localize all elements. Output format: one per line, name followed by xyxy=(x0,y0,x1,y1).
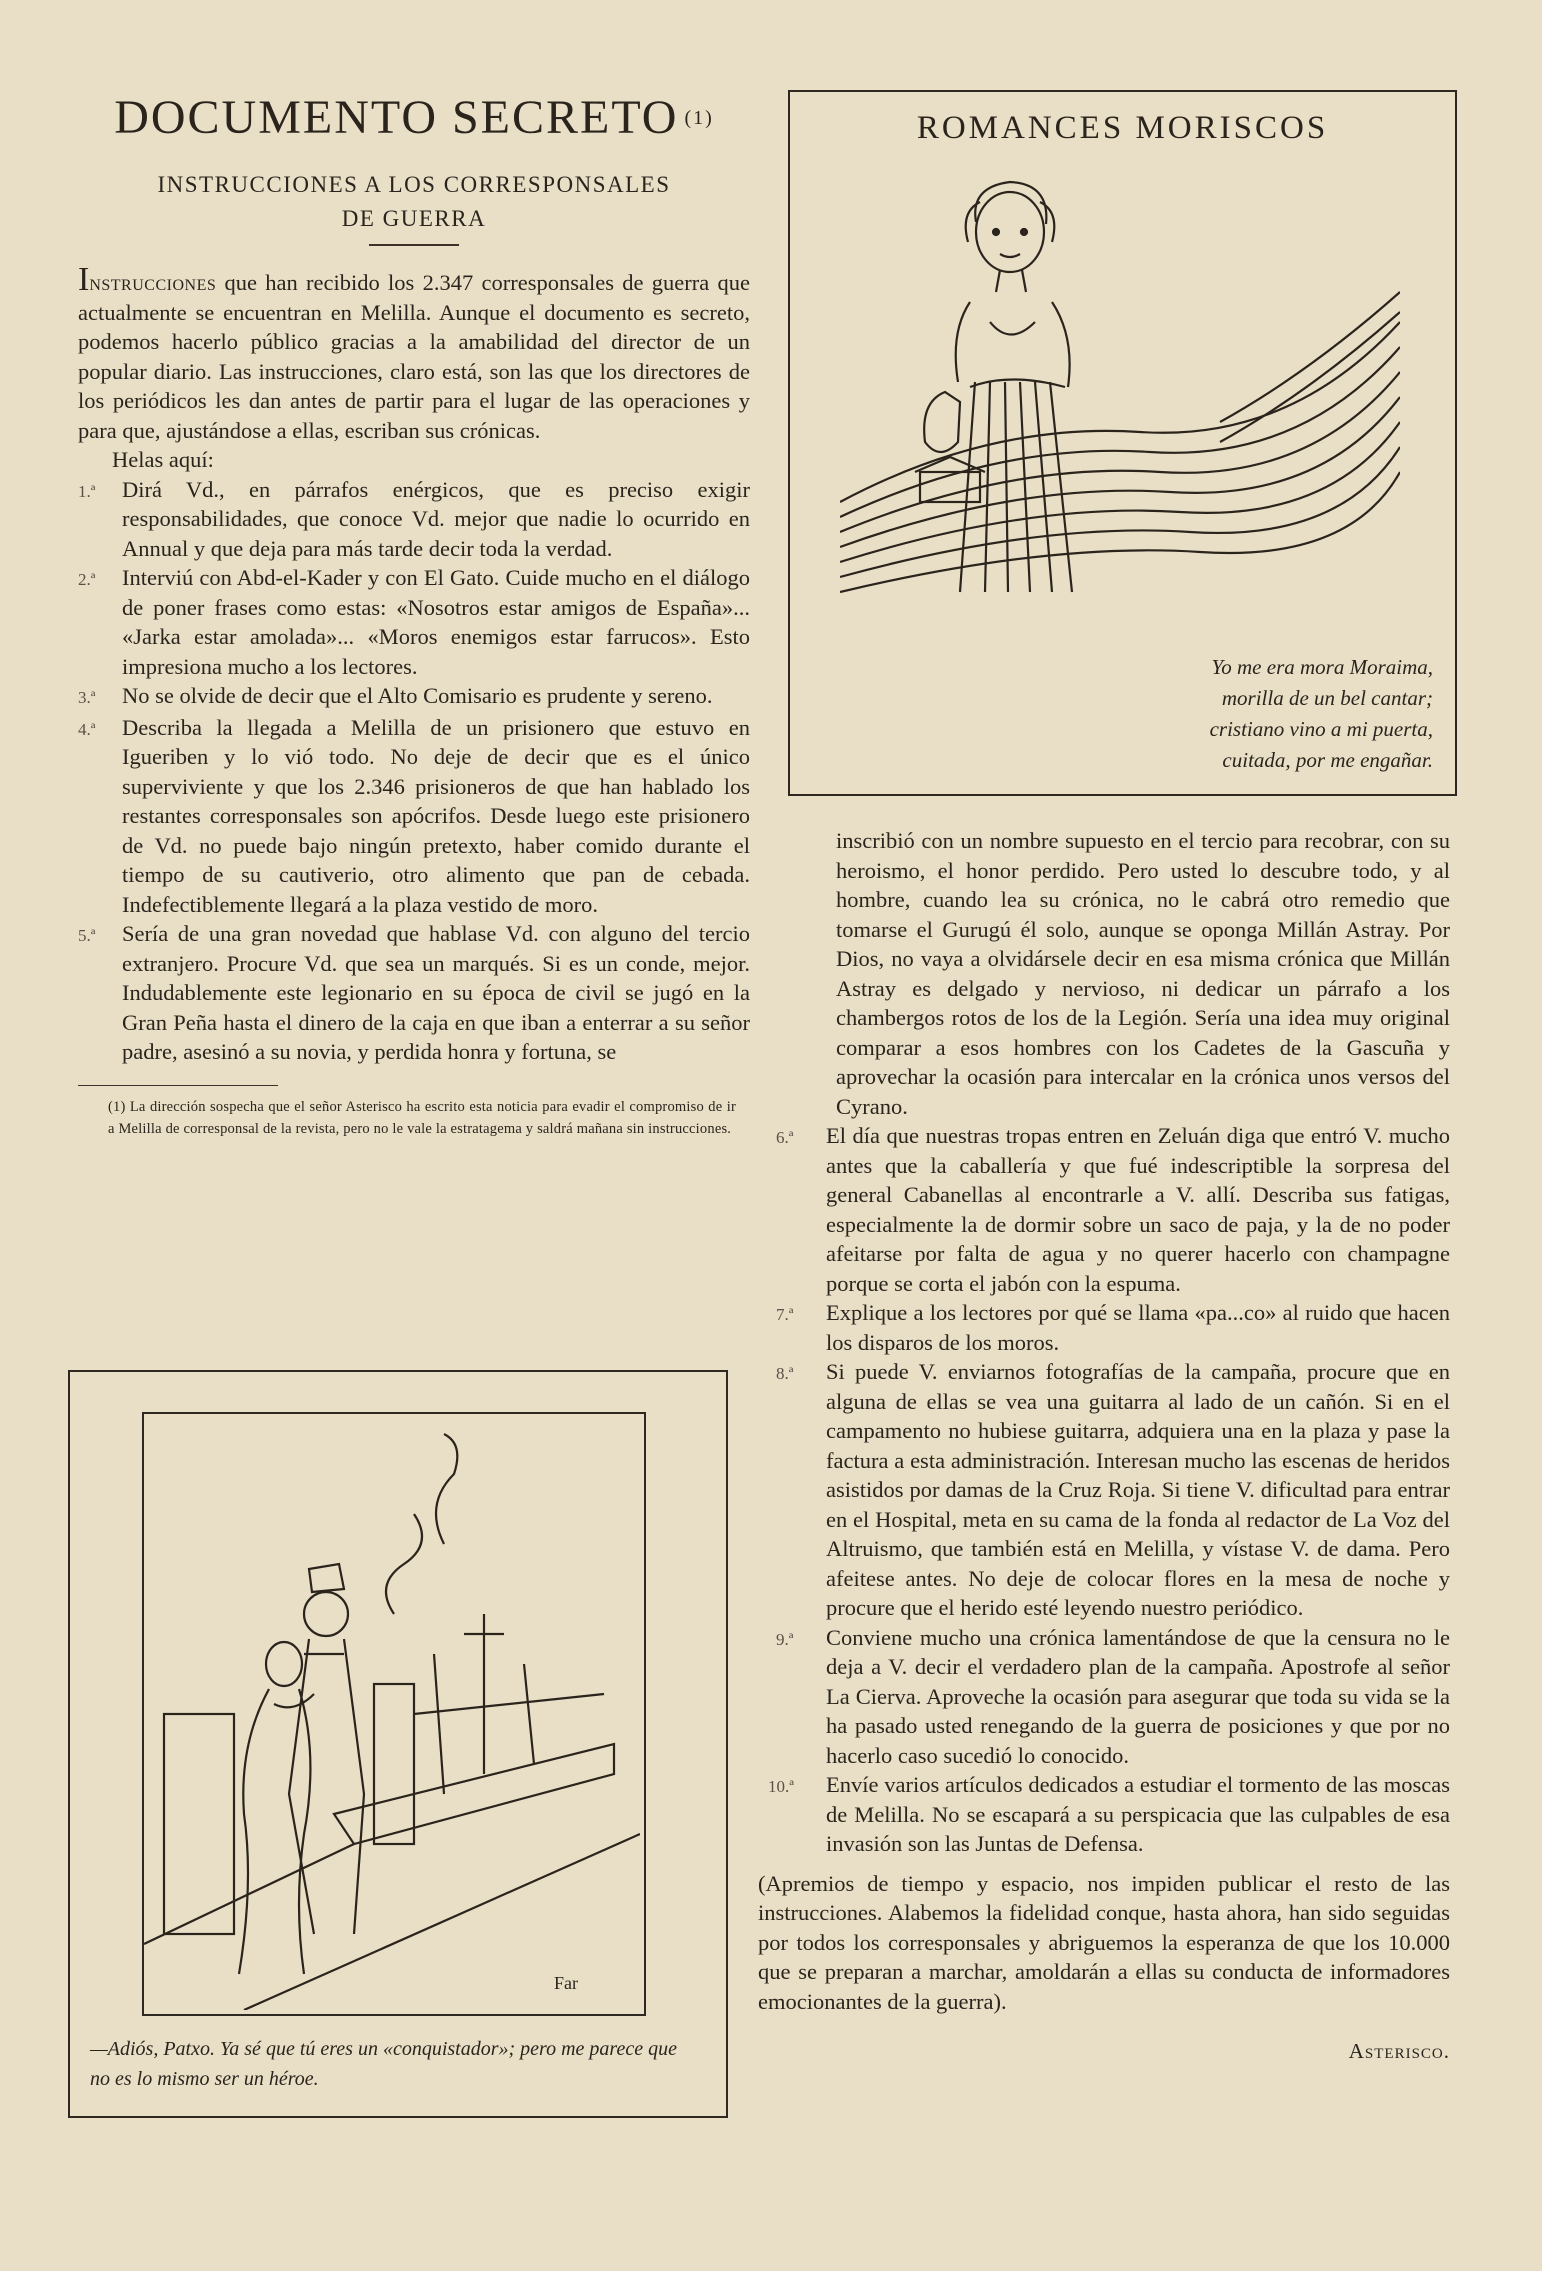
instruction-number: 4.ª xyxy=(78,719,96,739)
instruction-text: Interviú con Abd-el-Kader y con El Gato. Cuide mucho en el diálogo de poner frases como estas: «Nosotros estar amigos de España»... «Jarka estar amolada»... «Moros enemigos estar farrucos». Esto impresiona mucho a los lectores. xyxy=(122,565,750,679)
helas-line: Helas aquí: xyxy=(112,447,214,472)
article-subtitle xyxy=(118,168,710,236)
instruction-text: El día que nuestras tropas entren en Zeluán diga que entró V. mucho antes que la caballería y que fué indescriptible la sorpresa del general Cabanellas al encontrarle a V. allí. Describa sus fatigas, especialmente la de dormir sobre un saco de paja, y la de no poder afeitarse por falta de agua y no querer hacerlo con champagne porque se corta el jabón con la espuma. xyxy=(826,1123,1450,1296)
moorish-woman-illustration xyxy=(840,172,1400,602)
instruction-text: Si puede V. enviarnos fotografías de la campaña, procure que en alguna de ellas se vea una guitarra al lado de un cañón. Si en el campamento no hubiese guitarra, adquiera una en la plaza y pase la factura a esta administración. Interesan mucho las escenas de heridos asistidos por damas de la Cruz Roja. Si tiene V. dificultad para entrar en el Hospital, meta en su cama de la fonda al redactor de La Voz del Altruismo, que también está en Melilla, y vístase V. de dama. Pero afeitese antes. No deje de colocar flores en la mesa de noche y procure que el herido esté leyendo nuestro periódico. xyxy=(826,1359,1450,1620)
figure-romances-moriscos xyxy=(788,90,1457,796)
article-title-text: DOCUMENTO SECRETO xyxy=(114,91,679,144)
instruction-number: 5.ª xyxy=(78,926,96,945)
instruction-number: 3.ª xyxy=(78,688,96,707)
footnote-divider xyxy=(78,1085,278,1086)
article-left-column xyxy=(78,88,750,1140)
caption-line: cristiano vino a mi puerta, xyxy=(1209,717,1433,741)
lead-smallcaps: nstrucciones xyxy=(89,270,217,295)
instruction-text: Explique a los lectores por qué se llama «pa...co» al ruido que hacen los disparos de los moros. xyxy=(826,1300,1450,1355)
instruction-item xyxy=(758,1121,1450,1298)
instruction-number: 6.ª xyxy=(776,1128,794,1147)
instruction-item xyxy=(758,1623,1450,1771)
article-right-column xyxy=(758,826,1450,2064)
instruction-item xyxy=(78,475,750,564)
article-title xyxy=(78,88,750,148)
instruction-text: Sería de una gran novedad que hablase Vd. con alguno del tercio extranjero. Procure Vd. que sea un marqués. Si es un conde, mejor. Indudablemente este legionario en su época de civil se jugó en la Gran Peña hasta el dinero de la caja en que iban a enterrar a su señor padre, asesinó a su novia, y perdida honra y fortuna, se xyxy=(122,921,750,1064)
subtitle-line-1: INSTRUCCIONES A LOS CORRESPONSALES xyxy=(157,172,671,197)
figure-top-title: ROMANCES MORISCOS xyxy=(916,110,1329,146)
figure-top-caption xyxy=(1073,652,1433,776)
instruction-item xyxy=(78,681,750,713)
lead-rest: que han recibido los 2.347 corresponsales de guerra que actualmente se encuentran en Melilla. Aunque el documento es secreto, podemos hacerlo público gracias a la amabilidad del director de un popular diario. Las instrucciones, claro está, son las que los directores de los periódicos les dan antes de partir para el lugar de las operaciones y para que, ajustándose a ellas, escriban sus crónicas. xyxy=(78,270,750,443)
illustration-frame xyxy=(142,1412,646,2016)
instruction-item xyxy=(78,563,750,681)
instruction-number: 2.ª xyxy=(78,570,96,589)
caption-line: morilla de un bel cantar; xyxy=(1221,686,1433,710)
instruction-item xyxy=(78,919,750,1067)
instruction-text: Envíe varios artículos dedicados a estudiar el tormento de las moscas de Melilla. No se escapará a su perspicacia que las culpables de esa invasión son las Juntas de Defensa. xyxy=(826,1772,1450,1856)
instruction-number: 10.ª xyxy=(768,1777,794,1796)
title-footnote-marker: (1) xyxy=(684,107,714,129)
figure-bottom-caption: —Adiós, Patxo. Ya sé que tú eres un «conquistador»; pero me parece que no es lo mismo ser un héroe. xyxy=(90,2038,677,2090)
closing-paragraph: (Apremios de tiempo y espacio, nos impiden publicar el resto de las instrucciones. Alabemos la fidelidad conque, hasta ahora, han sido seguidas por todos los corresponsales y abriguemos la esperanza de que los 10.000 que se preparan a marchar, amoldarán a ellas su conducta de informadores emocionantes de la guerra). xyxy=(758,1870,1450,2014)
figure-soldier-couple xyxy=(68,1370,728,2118)
subtitle-line-2: DE GUERRA xyxy=(341,206,487,231)
title-divider xyxy=(369,244,459,246)
instruction-item xyxy=(758,1770,1450,1859)
caption-line: Yo me era mora Moraima, xyxy=(1211,655,1433,679)
instruction-text: No se olvide de decir que el Alto Comisario es prudente y sereno. xyxy=(122,683,713,708)
instruction-item xyxy=(758,1298,1450,1357)
artist-signature: Far xyxy=(554,1973,578,1993)
instruction-number: 8.ª xyxy=(776,1364,794,1383)
footnote: (1) La dirección sospecha que el señor Asterisco ha escrito esta noticia para evadir el compromiso de ir a Melilla de corresponsal de la revista, pero no le vale la estratagema y saldrá mañana sin instrucciones. xyxy=(108,1098,736,1137)
author-signature: Asterisco. xyxy=(1348,2038,1450,2063)
instruction-number: 1.ª xyxy=(78,481,96,501)
instruction-text: Conviene mucho una crónica lamentándose de que la censura no le deja a V. decir el verdadero plan de la campaña. Apostrofe al señor La Cierva. Aproveche la ocasión para asegurar que toda su vida se la ha pasado usted renegando de la guerra de posiciones y que por no hacerlo caso sucedió lo conocido. xyxy=(826,1624,1450,1768)
instruction-text: Describa la llegada a Melilla de un prisionero que estuvo en Igueriben y lo vió todo. No deje de decir que es el único superviviente y que los 2.346 prisioneros de que han hablado los restantes corresponsales son apócrifos. Desde luego este prisionero de Vd. no puede bajo ningún pretexto, haber comido durante el tiempo de su cautiverio, otro alimento que pan de cebada. Indefectiblemente llegará a la plaza vestido de moro. xyxy=(122,714,750,917)
instruction-number: 7.ª xyxy=(776,1305,794,1324)
instruction-item xyxy=(758,1357,1450,1623)
drop-cap: I xyxy=(78,261,90,298)
continuation-paragraph: inscribió con un nombre supuesto en el tercio para recobrar, con su heroismo, el honor perdido. Pero usted lo descubre todo, y al hombre, cuando lea su crónica, no le cabrá otro remedio que tomarse el Gurugú él solo, aunque se oponga Millán Astray. Por Dios, no vaya a olvidársele decir en esa misma crónica que Millán Astray es delgado y nervioso, ni dedicar un párrafo a los chambergos rotos de los de la Legión. Sería una idea muy original comparar a esos hombres con los Cadetes de la Gascuña y aprovechar la ocasión para intercalar en la crónica unos versos del Cyrano. xyxy=(836,828,1450,1119)
instruction-number: 9.ª xyxy=(776,1629,794,1649)
lead-paragraph xyxy=(78,261,750,445)
instruction-item xyxy=(78,713,750,920)
caption-line: cuitada, por me engañar. xyxy=(1222,748,1433,772)
instruction-text: Dirá Vd., en párrafos enérgicos, que es preciso exigir responsabilidades, que conoce Vd. mejor que nadie lo ocurrido en Annual y que deja para más tarde decir toda la verdad. xyxy=(122,476,750,561)
soldier-and-woman-illustration xyxy=(144,1414,640,2010)
